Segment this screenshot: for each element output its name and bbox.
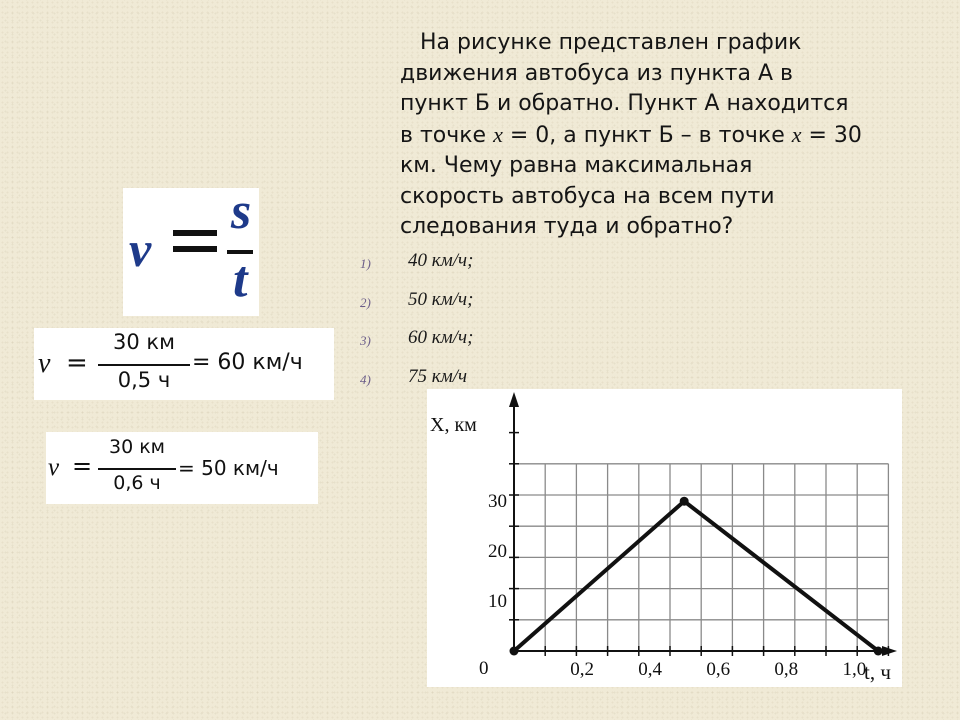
calc1-equals: = [66, 348, 88, 378]
x-tick-label: 0,8 [774, 659, 799, 680]
calc1-formula [34, 328, 334, 400]
answer-option-3[interactable] [360, 323, 660, 362]
calc2-result: = 50 км/ч [178, 456, 279, 480]
x-tick-label: 0,4 [638, 659, 663, 680]
calc1-fraction-bar [98, 364, 190, 366]
formula-equals-sign [173, 230, 217, 252]
formula-v: v [129, 221, 152, 277]
chart-series [510, 497, 883, 656]
origin-label: 0 [479, 658, 489, 679]
question-text [400, 28, 920, 243]
question-line-1: На рисунке представлен график [420, 30, 802, 55]
motion-graph [427, 389, 902, 687]
answer-number: 3) [360, 333, 371, 348]
answer-text: 75 км/ч [408, 365, 468, 387]
x-tick-labels [570, 659, 866, 680]
y-tick-labels [488, 491, 507, 612]
answer-text: 40 км/ч; [408, 250, 474, 271]
question-line-7: следования туда и обратно? [400, 214, 734, 239]
x-tick-label: 0,6 [706, 659, 731, 680]
calc1-result: = 60 км/ч [192, 350, 303, 375]
answer-text: 60 км/ч; [408, 327, 474, 348]
formula-s: s [231, 183, 252, 240]
velocity-formula [123, 183, 259, 316]
calc1-numerator: 30 км [113, 330, 175, 354]
calc2-numerator: 30 км [108, 436, 166, 458]
answer-number: 4) [360, 371, 371, 387]
y-tick-label: 10 [488, 591, 507, 613]
answer-option-1[interactable] [360, 246, 660, 285]
x-axis-arrow [882, 646, 897, 656]
answer-number: 1) [360, 256, 371, 271]
series-line [514, 501, 878, 651]
y-tick-label: 20 [488, 541, 507, 563]
calc1-v: v [38, 348, 51, 379]
data-point [874, 647, 883, 656]
calc2-v: v [48, 454, 60, 481]
chart-ticks [509, 433, 888, 656]
calc2-equals: = [72, 452, 93, 480]
chart-axes [509, 392, 897, 656]
answer-text: 50 км/ч; [408, 288, 474, 310]
question-line-6: скорость автобуса на всем пути [400, 183, 775, 209]
question-line-2: движения автобуса из пункта А в [400, 60, 793, 86]
x-tick-label: 0,2 [570, 659, 594, 680]
calc1-denominator: 0,5 ч [117, 368, 171, 392]
data-point [680, 497, 689, 506]
formula-t: t [233, 251, 248, 308]
calc2-denominator: 0,6 ч [113, 472, 161, 494]
calc2-formula [46, 432, 318, 504]
question-line-4: в точке x = 0, а пункт Б – в точке x = 30 [400, 121, 862, 148]
answer-number: 2) [360, 294, 371, 310]
x-axis-label: t, ч [864, 660, 891, 684]
y-axis-arrow [509, 392, 519, 407]
question-line-5: км. Чему равна максимальная [400, 153, 753, 178]
chart-grid [514, 464, 888, 651]
question-line-3: пункт Б и обратно. Пункт А находится [400, 91, 849, 116]
answer-option-2[interactable] [360, 285, 660, 324]
y-tick-label: 30 [488, 491, 507, 513]
data-point [510, 647, 519, 656]
answer-list [360, 246, 660, 400]
y-axis-label: X, км [430, 414, 477, 436]
calc2-fraction-bar [98, 468, 176, 470]
x-tick-label: 1,0 [842, 659, 867, 680]
